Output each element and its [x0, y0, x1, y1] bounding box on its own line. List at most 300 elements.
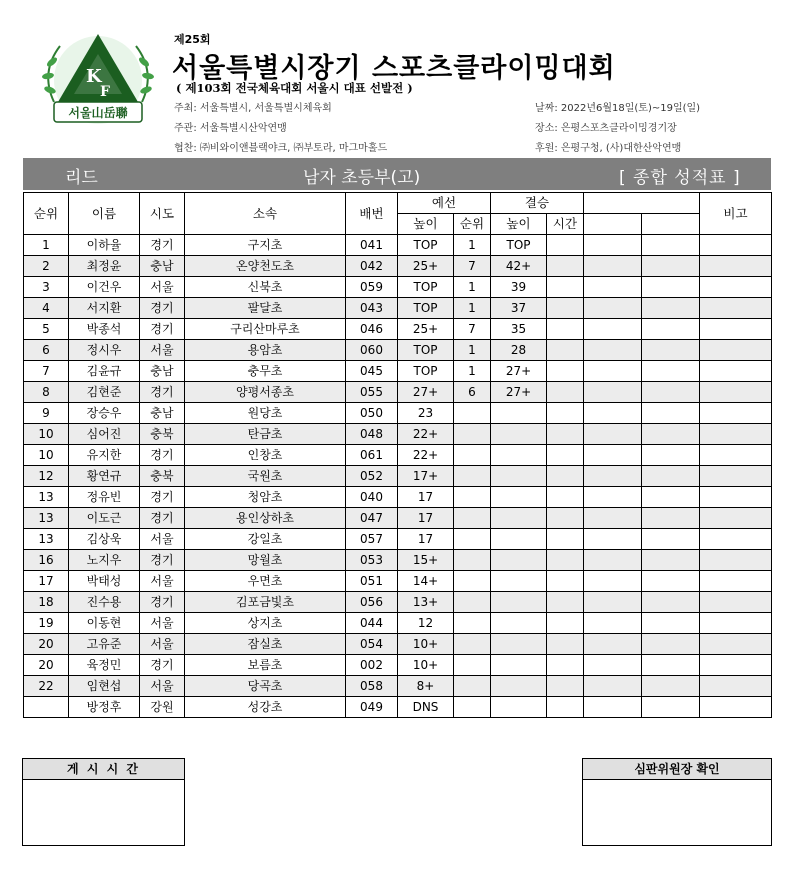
logo-letter-k: K [86, 66, 102, 87]
cell-rank: 10 [24, 445, 69, 466]
cell-final-height: 42+ [491, 256, 547, 277]
cell-team: 탄금초 [185, 424, 346, 445]
cell-final-time [547, 445, 584, 466]
cell-extra-b [642, 676, 700, 697]
cell-qual-rank [454, 508, 491, 529]
cell-extra-b [642, 298, 700, 319]
cell-final-time [547, 508, 584, 529]
cell-name: 심어진 [69, 424, 140, 445]
cell-name: 노지우 [69, 550, 140, 571]
cell-region: 충남 [140, 403, 185, 424]
cell-qual-height: TOP [398, 277, 454, 298]
cell-team: 온양천도초 [185, 256, 346, 277]
cell-final-height: 27+ [491, 361, 547, 382]
support-info: 후원: 은평구청, (사)대한산악연맹 [535, 143, 682, 154]
logo-letter-f: F [100, 84, 110, 100]
cell-region: 경기 [140, 298, 185, 319]
cell-bib: 058 [346, 676, 398, 697]
cell-team: 잠실초 [185, 634, 346, 655]
cell-note [700, 697, 772, 718]
cell-qual-rank [454, 676, 491, 697]
cell-final-time [547, 424, 584, 445]
cell-final-time [547, 466, 584, 487]
cell-team: 망월초 [185, 550, 346, 571]
cell-final-height: 28 [491, 340, 547, 361]
cell-final-height [491, 403, 547, 424]
cell-extra-b [642, 697, 700, 718]
cell-extra-b [642, 340, 700, 361]
cell-final-time [547, 655, 584, 676]
cell-team: 용인상하초 [185, 508, 346, 529]
cell-extra-a [584, 550, 642, 571]
table-row [24, 655, 772, 676]
report-label: [ 종합 성적표 ] [619, 168, 741, 188]
cell-rank: 2 [24, 256, 69, 277]
table-row [24, 466, 772, 487]
cell-bib: 048 [346, 424, 398, 445]
cell-final-time [547, 298, 584, 319]
cell-rank: 20 [24, 634, 69, 655]
cell-final-time [547, 529, 584, 550]
edition: 제25회 [174, 33, 211, 46]
category-bar [23, 158, 771, 190]
sponsor-info: 협찬: ㈜비와이앤블랙야크, ㈜부토라, 마그마홀드 [174, 143, 388, 154]
cell-rank: 17 [24, 571, 69, 592]
cell-extra-b [642, 319, 700, 340]
cell-extra-b [642, 655, 700, 676]
cell-region: 충북 [140, 466, 185, 487]
col-final-time: 시간 [547, 214, 584, 235]
cell-name: 고유준 [69, 634, 140, 655]
cell-region: 서울 [140, 529, 185, 550]
cell-qual-rank [454, 466, 491, 487]
cell-qual-rank [454, 655, 491, 676]
cell-final-time [547, 277, 584, 298]
cell-extra-b [642, 466, 700, 487]
col-team: 소속 [185, 193, 346, 235]
cell-extra-a [584, 445, 642, 466]
results-table [23, 192, 772, 718]
cell-note [700, 466, 772, 487]
cell-final-height [491, 487, 547, 508]
cell-final-time [547, 235, 584, 256]
cell-name: 임현섭 [69, 676, 140, 697]
cell-extra-a [584, 592, 642, 613]
cell-qual-rank: 6 [454, 382, 491, 403]
cell-bib: 045 [346, 361, 398, 382]
cell-bib: 042 [346, 256, 398, 277]
cell-final-height [491, 697, 547, 718]
col-rank: 순위 [24, 193, 69, 235]
cell-note [700, 487, 772, 508]
cell-extra-a [584, 634, 642, 655]
table-row [24, 571, 772, 592]
cell-qual-height: 10+ [398, 655, 454, 676]
cell-bib: 052 [346, 466, 398, 487]
cell-bib: 050 [346, 403, 398, 424]
cell-team: 팔달초 [185, 298, 346, 319]
cell-bib: 049 [346, 697, 398, 718]
organizer-info: 주관: 서울특별시산악연맹 [174, 123, 287, 134]
cell-team: 양평서종초 [185, 382, 346, 403]
cell-region: 충북 [140, 424, 185, 445]
cell-qual-rank [454, 697, 491, 718]
col-blank [584, 193, 700, 214]
cell-note [700, 403, 772, 424]
cell-note [700, 424, 772, 445]
cell-note [700, 592, 772, 613]
cell-region: 강원 [140, 697, 185, 718]
cell-qual-height: 17 [398, 529, 454, 550]
table-row [24, 613, 772, 634]
cell-extra-a [584, 655, 642, 676]
cell-note [700, 613, 772, 634]
cell-qual-height: 14+ [398, 571, 454, 592]
cell-qual-rank [454, 571, 491, 592]
cell-final-height: TOP [491, 235, 547, 256]
cell-region: 서울 [140, 634, 185, 655]
cell-note [700, 550, 772, 571]
cell-extra-a [584, 235, 642, 256]
cell-qual-height: TOP [398, 235, 454, 256]
cell-rank: 5 [24, 319, 69, 340]
cell-extra-a [584, 508, 642, 529]
cell-final-height [491, 529, 547, 550]
cell-final-time [547, 382, 584, 403]
venue-info: 장소: 은평스포츠클라이밍경기장 [535, 123, 677, 134]
cell-bib: 055 [346, 382, 398, 403]
cell-qual-height: 17+ [398, 466, 454, 487]
table-row [24, 424, 772, 445]
cell-bib: 051 [346, 571, 398, 592]
cell-name: 박태성 [69, 571, 140, 592]
cell-extra-b [642, 550, 700, 571]
page-subtitle: ( 제103회 전국체육대회 서울시 대표 선발전 ) [176, 81, 413, 95]
cell-rank: 13 [24, 508, 69, 529]
cell-bib: 044 [346, 613, 398, 634]
cell-region: 경기 [140, 382, 185, 403]
cell-team: 인창초 [185, 445, 346, 466]
cell-rank: 22 [24, 676, 69, 697]
logo-name: 서울山岳聯 [68, 106, 128, 120]
cell-team: 충무초 [185, 361, 346, 382]
col-qual-height: 높이 [398, 214, 454, 235]
cell-name: 김상욱 [69, 529, 140, 550]
cell-qual-height: 22+ [398, 424, 454, 445]
cell-qual-height: 27+ [398, 382, 454, 403]
cell-extra-b [642, 403, 700, 424]
cell-name: 이하율 [69, 235, 140, 256]
cell-bib: 046 [346, 319, 398, 340]
cell-qual-height: 10+ [398, 634, 454, 655]
cell-note [700, 676, 772, 697]
cell-note [700, 361, 772, 382]
cell-bib: 059 [346, 277, 398, 298]
cell-extra-b [642, 361, 700, 382]
cell-qual-rank [454, 634, 491, 655]
cell-qual-rank: 7 [454, 319, 491, 340]
cell-note [700, 298, 772, 319]
cell-qual-height: 17 [398, 487, 454, 508]
page-title: 서울특별시장기 스포츠클라이밍대회 [172, 53, 616, 84]
cell-final-height: 35 [491, 319, 547, 340]
cell-team: 성강초 [185, 697, 346, 718]
cell-name: 방정후 [69, 697, 140, 718]
cell-bib: 056 [346, 592, 398, 613]
table-row [24, 298, 772, 319]
cell-extra-b [642, 445, 700, 466]
cell-rank: 4 [24, 298, 69, 319]
cell-bib: 041 [346, 235, 398, 256]
cell-final-height [491, 508, 547, 529]
discipline-label: 리드 [65, 168, 98, 188]
table-row [24, 256, 772, 277]
cell-qual-height: TOP [398, 298, 454, 319]
cell-extra-a [584, 487, 642, 508]
cell-name: 이도근 [69, 508, 140, 529]
cell-note [700, 277, 772, 298]
cell-note [700, 256, 772, 277]
cell-qual-height: 22+ [398, 445, 454, 466]
cell-qual-rank: 1 [454, 361, 491, 382]
cell-qual-rank [454, 445, 491, 466]
cell-name: 김현준 [69, 382, 140, 403]
cell-final-height: 37 [491, 298, 547, 319]
cell-qual-rank [454, 529, 491, 550]
cell-extra-b [642, 382, 700, 403]
cell-extra-b [642, 571, 700, 592]
cell-qual-rank: 1 [454, 298, 491, 319]
cell-final-time [547, 550, 584, 571]
cell-qual-rank: 1 [454, 277, 491, 298]
table-row [24, 382, 772, 403]
cell-region: 경기 [140, 592, 185, 613]
table-row [24, 508, 772, 529]
cell-bib: 043 [346, 298, 398, 319]
cell-bib: 053 [346, 550, 398, 571]
col-region: 시도 [140, 193, 185, 235]
cell-region: 경기 [140, 550, 185, 571]
cell-final-time [547, 340, 584, 361]
cell-region: 서울 [140, 676, 185, 697]
cell-bib: 060 [346, 340, 398, 361]
table-row [24, 340, 772, 361]
cell-team: 당곡초 [185, 676, 346, 697]
cell-region: 경기 [140, 235, 185, 256]
cell-extra-b [642, 634, 700, 655]
cell-extra-a [584, 382, 642, 403]
cell-team: 우면초 [185, 571, 346, 592]
table-row [24, 445, 772, 466]
table-row [24, 319, 772, 340]
cell-region: 충남 [140, 256, 185, 277]
col-blank-a [584, 214, 642, 235]
host-info: 주최: 서울특별시, 서울특별시체육회 [174, 103, 332, 114]
cell-rank: 13 [24, 529, 69, 550]
col-final-height: 높이 [491, 214, 547, 235]
cell-note [700, 340, 772, 361]
cell-extra-a [584, 613, 642, 634]
cell-region: 충남 [140, 361, 185, 382]
cell-extra-a [584, 424, 642, 445]
table-row [24, 676, 772, 697]
cell-bib: 054 [346, 634, 398, 655]
posted-time-box [22, 758, 185, 846]
cell-bib: 040 [346, 487, 398, 508]
cell-rank: 3 [24, 277, 69, 298]
col-qualification: 예선 [398, 193, 491, 214]
cell-name: 서지환 [69, 298, 140, 319]
cell-qual-height: 12 [398, 613, 454, 634]
cell-name: 유지한 [69, 445, 140, 466]
cell-final-height [491, 466, 547, 487]
cell-team: 강일초 [185, 529, 346, 550]
cell-extra-a [584, 697, 642, 718]
cell-final-height [491, 676, 547, 697]
cell-name: 황연규 [69, 466, 140, 487]
cell-region: 서울 [140, 571, 185, 592]
cell-name: 정시우 [69, 340, 140, 361]
chief-judge-label: 심판위원장 확인 [583, 759, 771, 780]
cell-rank: 12 [24, 466, 69, 487]
table-row [24, 403, 772, 424]
cell-qual-height: TOP [398, 361, 454, 382]
cell-extra-b [642, 424, 700, 445]
col-final: 결승 [491, 193, 584, 214]
cell-bib: 047 [346, 508, 398, 529]
cell-region: 경기 [140, 655, 185, 676]
cell-final-time [547, 571, 584, 592]
cell-note [700, 382, 772, 403]
cell-final-height [491, 445, 547, 466]
cell-team: 상지초 [185, 613, 346, 634]
cell-region: 경기 [140, 508, 185, 529]
table-row [24, 592, 772, 613]
cell-final-height [491, 571, 547, 592]
cell-name: 육정민 [69, 655, 140, 676]
cell-team: 신북초 [185, 277, 346, 298]
cell-final-height [491, 655, 547, 676]
cell-qual-height: 15+ [398, 550, 454, 571]
cell-final-height: 27+ [491, 382, 547, 403]
cell-extra-b [642, 235, 700, 256]
cell-rank: 8 [24, 382, 69, 403]
cell-qual-rank [454, 403, 491, 424]
cell-note [700, 529, 772, 550]
cell-extra-a [584, 256, 642, 277]
cell-extra-b [642, 487, 700, 508]
cell-rank: 7 [24, 361, 69, 382]
cell-name: 박종석 [69, 319, 140, 340]
cell-rank: 9 [24, 403, 69, 424]
chief-judge-box [582, 758, 772, 846]
col-blank-b [642, 214, 700, 235]
cell-team: 청암초 [185, 487, 346, 508]
cell-name: 정유빈 [69, 487, 140, 508]
cell-final-time [547, 634, 584, 655]
cell-name: 장승우 [69, 403, 140, 424]
cell-note [700, 319, 772, 340]
cell-final-height [491, 550, 547, 571]
cell-note [700, 235, 772, 256]
cell-final-height [491, 613, 547, 634]
cell-team: 구리산마루초 [185, 319, 346, 340]
cell-rank: 18 [24, 592, 69, 613]
cell-final-time [547, 403, 584, 424]
cell-qual-rank [454, 487, 491, 508]
cell-extra-a [584, 529, 642, 550]
cell-final-time [547, 613, 584, 634]
cell-final-time [547, 256, 584, 277]
cell-final-time [547, 487, 584, 508]
cell-extra-a [584, 277, 642, 298]
table-row [24, 235, 772, 256]
cell-name: 진수용 [69, 592, 140, 613]
cell-qual-height: 25+ [398, 319, 454, 340]
cell-final-height [491, 634, 547, 655]
cell-extra-a [584, 340, 642, 361]
table-row [24, 697, 772, 718]
cell-note [700, 655, 772, 676]
cell-bib: 002 [346, 655, 398, 676]
cell-qual-height: 25+ [398, 256, 454, 277]
cell-extra-a [584, 298, 642, 319]
cell-note [700, 571, 772, 592]
date-info: 날짜: 2022년6월18일(토)~19일(일) [535, 103, 701, 114]
cell-final-height: 39 [491, 277, 547, 298]
cell-note [700, 445, 772, 466]
cell-extra-b [642, 529, 700, 550]
cell-qual-height: 17 [398, 508, 454, 529]
table-row [24, 634, 772, 655]
cell-team: 김포금빛초 [185, 592, 346, 613]
cell-qual-height: 23 [398, 403, 454, 424]
cell-rank: 20 [24, 655, 69, 676]
cell-rank: 13 [24, 487, 69, 508]
cell-note [700, 508, 772, 529]
cell-extra-a [584, 571, 642, 592]
cell-qual-height: 8+ [398, 676, 454, 697]
cell-qual-rank: 7 [454, 256, 491, 277]
col-qual-rank: 순위 [454, 214, 491, 235]
cell-qual-rank [454, 424, 491, 445]
federation-logo [30, 32, 166, 128]
cell-final-time [547, 361, 584, 382]
cell-qual-height: DNS [398, 697, 454, 718]
cell-region: 서울 [140, 340, 185, 361]
cell-final-time [547, 676, 584, 697]
cell-extra-a [584, 403, 642, 424]
table-row [24, 487, 772, 508]
cell-region: 경기 [140, 487, 185, 508]
cell-rank: 19 [24, 613, 69, 634]
table-row [24, 277, 772, 298]
cell-rank: 1 [24, 235, 69, 256]
cell-final-height [491, 424, 547, 445]
cell-rank: 16 [24, 550, 69, 571]
cell-rank [24, 697, 69, 718]
cell-extra-b [642, 613, 700, 634]
category-label: 남자 초등부(고) [303, 168, 421, 188]
cell-extra-a [584, 466, 642, 487]
cell-name: 이동현 [69, 613, 140, 634]
cell-team: 구지초 [185, 235, 346, 256]
cell-qual-height: 13+ [398, 592, 454, 613]
cell-extra-b [642, 508, 700, 529]
cell-extra-b [642, 256, 700, 277]
cell-region: 경기 [140, 319, 185, 340]
cell-final-time [547, 697, 584, 718]
